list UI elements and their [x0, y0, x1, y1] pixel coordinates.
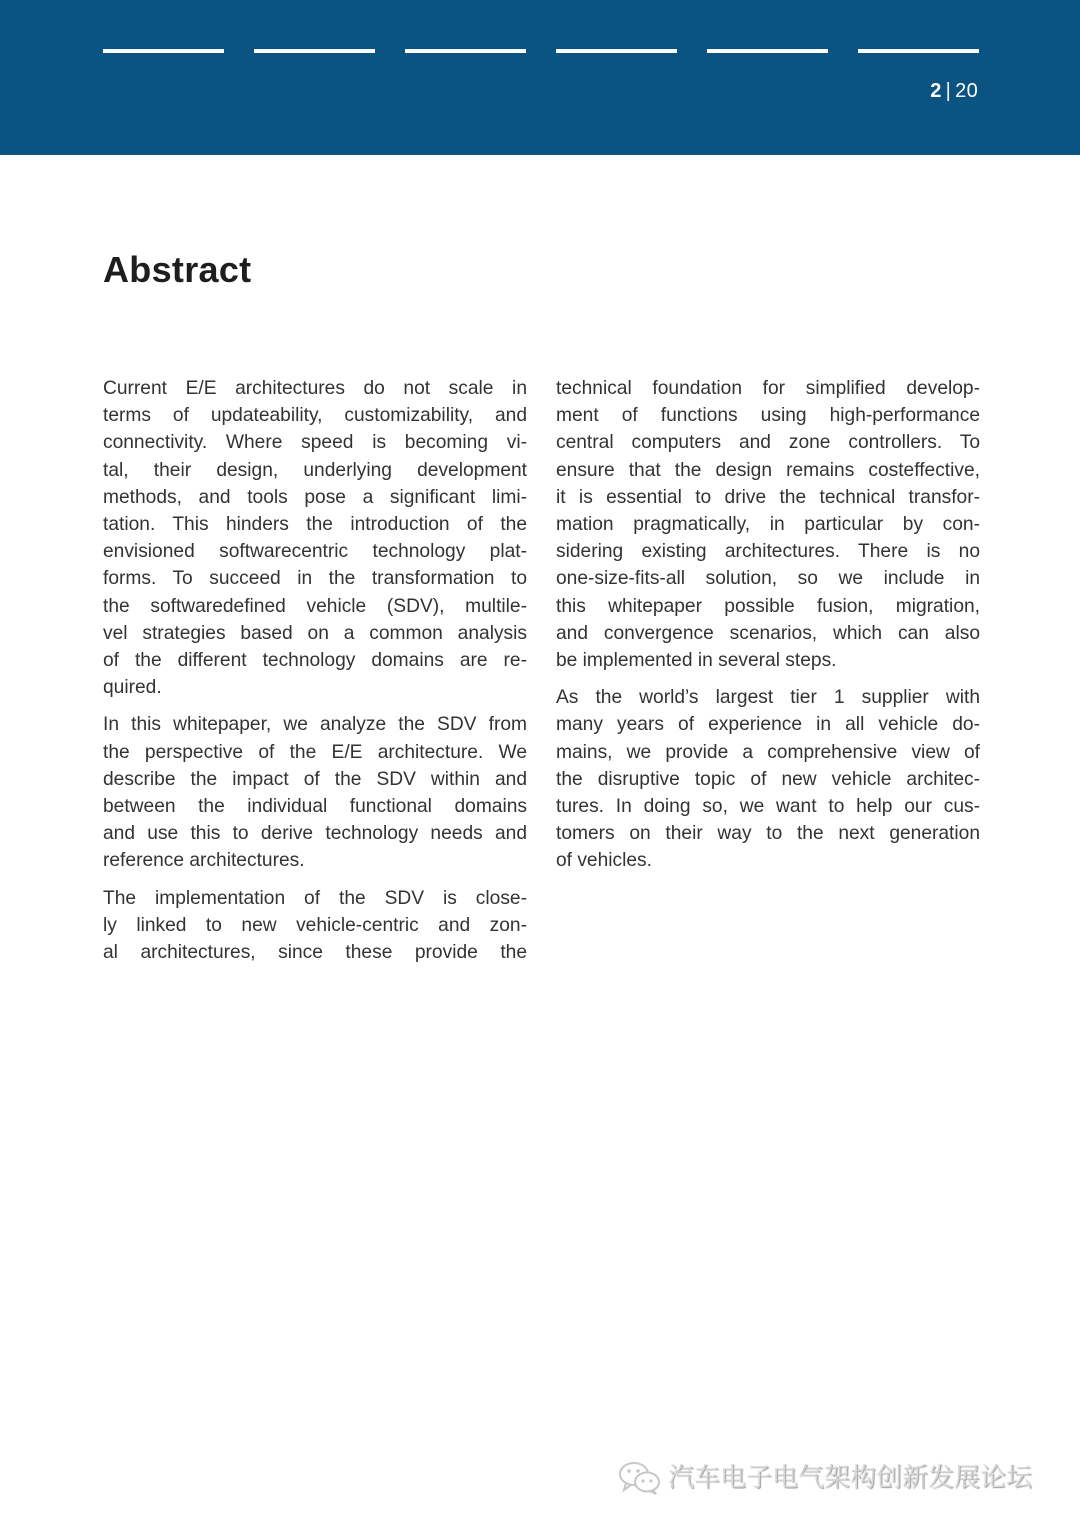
- page-separator: |: [945, 80, 952, 102]
- text-line: forms. To succeed in the transformation to: [103, 568, 527, 590]
- text-line: and use this to derive technology needs and: [103, 823, 527, 845]
- paragraph: [103, 711, 527, 874]
- text-line: describe the impact of the SDV within and: [103, 768, 527, 790]
- text-line: mation pragmatically, in particular by con-: [556, 514, 980, 536]
- paragraph: [556, 375, 980, 674]
- text-line: tures. In doing so, we want to help our cus-: [556, 796, 980, 818]
- text-line: methods, and tools pose a significant limi-: [103, 486, 527, 508]
- text-line: envisioned softwarecentric technology plat-: [103, 541, 527, 563]
- text-line: of vehicles.: [556, 850, 652, 872]
- text-line: and convergence scenarios, which can also: [556, 622, 980, 644]
- text-line: terms of updateability, customizability, and: [103, 405, 527, 427]
- text-line: one-size-fits-all solution, so we include in: [556, 568, 980, 590]
- left-text-column: [103, 375, 527, 976]
- header-bar: [405, 49, 526, 53]
- text-line: vel strategies based on a common analysis: [103, 622, 527, 644]
- paragraph: [556, 684, 980, 874]
- page-number: [930, 78, 978, 104]
- text-line: reference architectures.: [103, 850, 305, 872]
- text-line: sidering existing architectures. There is no: [556, 541, 980, 563]
- text-line: ment of functions using high-performance: [556, 405, 980, 427]
- header-bar: [858, 49, 979, 53]
- header-bar: [556, 49, 677, 53]
- text-line: ly linked to new vehicle-centric and zon-: [103, 914, 527, 936]
- header-bar: [254, 49, 375, 53]
- text-line: of the different technology domains are re-: [103, 650, 527, 672]
- page-title: Abstract: [103, 249, 252, 290]
- text-line: technical foundation for simplified develop-: [556, 378, 980, 399]
- header-decorative-bars: [103, 49, 979, 53]
- text-line: In this whitepaper, we analyze the SDV from: [103, 714, 527, 736]
- text-line: the perspective of the E/E architecture. We: [103, 741, 527, 763]
- current-page: 2: [930, 80, 942, 102]
- text-line: central computers and zone controllers. To: [556, 432, 980, 454]
- text-line: this whitepaper possible fusion, migration,: [556, 595, 980, 617]
- text-line: mains, we provide a comprehensive view of: [556, 741, 980, 763]
- text-line: tomers on their way to the next generation: [556, 823, 980, 845]
- total-pages: 20: [955, 80, 978, 102]
- text-line: connectivity. Where speed is becoming vi-: [103, 432, 527, 454]
- text-line: Current E/E architectures do not scale in: [103, 378, 527, 399]
- text-line: quired.: [103, 677, 162, 699]
- text-line: many years of experience in all vehicle do-: [556, 714, 980, 736]
- paragraph: [103, 375, 527, 701]
- header-bar: [103, 49, 224, 53]
- text-line: The implementation of the SDV is close-: [103, 887, 527, 909]
- watermark: [618, 1460, 1032, 1496]
- text-line: tation. This hinders the introduction of the: [103, 514, 527, 536]
- text-line: As the world’s largest tier 1 supplier with: [556, 687, 980, 709]
- text-line: be implemented in several steps.: [556, 650, 837, 672]
- wechat-icon: [618, 1460, 662, 1496]
- text-line: the softwaredefined vehicle (SDV), multile-: [103, 595, 527, 617]
- text-line: it is essential to drive the technical transfor-: [556, 486, 980, 508]
- header-bar: [707, 49, 828, 53]
- paragraph: [103, 885, 527, 967]
- text-line: tal, their design, underlying development: [103, 459, 527, 481]
- page-header: [0, 0, 1080, 155]
- text-line: between the individual functional domains: [103, 796, 527, 818]
- text-line: the disruptive topic of new vehicle architec-: [556, 768, 980, 790]
- text-line: al architectures, since these provide the: [103, 942, 527, 964]
- right-text-column: [556, 375, 980, 885]
- text-line: ensure that the design remains costeffective,: [556, 459, 980, 481]
- watermark-text: 汽车电子电气架构创新发展论坛: [668, 1463, 1033, 1493]
